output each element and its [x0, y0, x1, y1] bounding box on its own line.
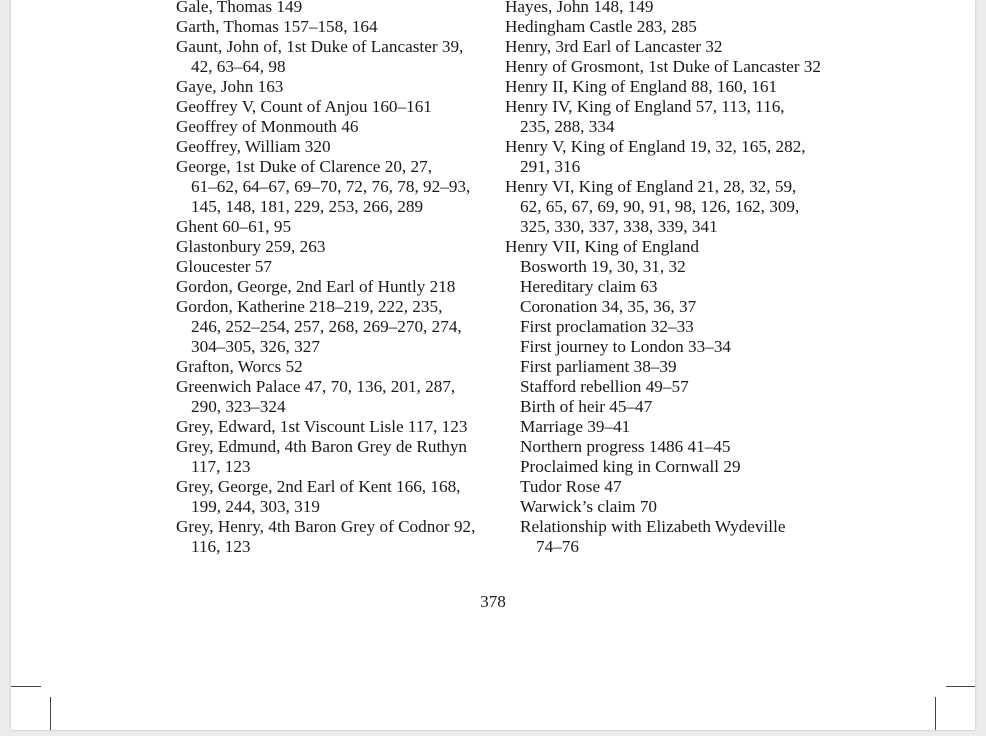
index-column-right: [505, 0, 835, 557]
index-subentry: [505, 497, 835, 517]
index-entry: [176, 517, 496, 557]
index-entry-line: Bosworth 19, 30, 31, 32: [520, 257, 686, 276]
index-entry-continuation: 74–76: [536, 537, 579, 556]
index-entry: [176, 477, 496, 517]
index-entry-line: Henry, 3rd Earl of Lancaster 32: [505, 37, 723, 56]
index-entry-line: Coronation 34, 35, 36, 37: [520, 297, 697, 316]
index-entry: [505, 177, 835, 237]
index-entry-continuation: 62, 65, 67, 69, 90, 91, 98, 126, 162, 309,: [520, 197, 800, 216]
index-entry-line: Grey, Edmund, 4th Baron Grey de Ruthyn: [176, 437, 468, 456]
index-entry: [176, 117, 496, 137]
index-entry-line: Geoffrey of Monmouth 46: [176, 117, 359, 136]
index-entry: [176, 17, 496, 37]
index-entry-line: Henry of Grosmont, 1st Duke of Lancaster 32: [505, 57, 821, 76]
index-entry-line: Gloucester 57: [176, 257, 272, 276]
index-entry-line: Tudor Rose 47: [520, 477, 622, 496]
index-entry: [176, 297, 496, 357]
index-entry: [505, 0, 835, 17]
index-entry-line: Henry II, King of England 88, 160, 161: [505, 77, 778, 96]
index-entry: [176, 37, 496, 77]
index-entry-continuation: 304–305, 326, 327: [191, 337, 320, 356]
index-entry: [505, 237, 835, 257]
index-entry: [176, 77, 496, 97]
index-entry-line: Grafton, Worcs 52: [176, 357, 303, 376]
index-subentry: [505, 477, 835, 497]
index-entry-continuation: 199, 244, 303, 319: [191, 497, 320, 516]
index-entry-line: Glastonbury 259, 263: [176, 237, 326, 256]
index-subentry: [505, 297, 835, 317]
index-entry: [505, 97, 835, 137]
index-subentry: [505, 377, 835, 397]
index-entry-line: Marriage 39–41: [520, 417, 631, 436]
index-entry-line: Henry IV, King of England 57, 113, 116,: [505, 97, 785, 116]
index-entry-line: Stafford rebellion 49–57: [520, 377, 689, 396]
index-entry: [505, 57, 835, 77]
index-entry: [176, 0, 496, 17]
index-subentry: [505, 317, 835, 337]
index-entry: [505, 137, 835, 177]
index-entry-line: Hayes, John 148, 149: [505, 0, 654, 16]
index-entry: [176, 137, 496, 157]
index-entry: [176, 417, 496, 437]
index-column-left: [176, 0, 496, 557]
crop-mark-bottom-left-v: [50, 697, 51, 730]
index-entry-continuation: 290, 323–324: [191, 397, 286, 416]
index-entry: [176, 157, 496, 217]
index-entry: [176, 257, 496, 277]
index-entry: [505, 17, 835, 37]
index-subentry: [505, 437, 835, 457]
index-entry-line: Gordon, Katherine 218–219, 222, 235,: [176, 297, 443, 316]
index-entry-continuation: 61–62, 64–67, 69–70, 72, 76, 78, 92–93,: [191, 177, 471, 196]
index-entry-line: First journey to London 33–34: [520, 337, 732, 356]
index-subentry: [505, 517, 835, 557]
index-entry-line: Garth, Thomas 157–158, 164: [176, 17, 378, 36]
index-entry-continuation: 42, 63–64, 98: [191, 57, 286, 76]
index-entry-line: Gordon, George, 2nd Earl of Huntly 218: [176, 277, 456, 296]
index-subentry: [505, 357, 835, 377]
index-entry: [176, 437, 496, 477]
index-subentry: [505, 417, 835, 437]
index-entry-line: Henry VI, King of England 21, 28, 32, 59,: [505, 177, 797, 196]
index-entry-line: Northern progress 1486 41–45: [520, 437, 731, 456]
crop-mark-bottom-left-h: [11, 686, 41, 687]
index-entry-line: Henry V, King of England 19, 32, 165, 282,: [505, 137, 806, 156]
index-subentry: [505, 257, 835, 277]
index-entry: [176, 97, 496, 117]
index-entry-line: Gale, Thomas 149: [176, 0, 303, 16]
page-number: 378: [480, 592, 506, 611]
index-entry-line: George, 1st Duke of Clarence 20, 27,: [176, 157, 432, 176]
index-entry-line: Hedingham Castle 283, 285: [505, 17, 697, 36]
index-entry-line: Grey, George, 2nd Earl of Kent 166, 168,: [176, 477, 461, 496]
index-entry: [176, 217, 496, 237]
index-entry: [176, 237, 496, 257]
index-entry: [505, 77, 835, 97]
index-subentry: [505, 397, 835, 417]
index-entry-line: Ghent 60–61, 95: [176, 217, 292, 236]
index-entry-continuation: 145, 148, 181, 229, 253, 266, 289: [191, 197, 424, 216]
index-entry-continuation: 235, 288, 334: [520, 117, 615, 136]
index-subentry: [505, 457, 835, 477]
index-entry-line: Birth of heir 45–47: [520, 397, 653, 416]
index-entry-line: Gaye, John 163: [176, 77, 284, 96]
index-subentry: [505, 277, 835, 297]
index-entry-line: Relationship with Elizabeth Wydeville: [520, 517, 786, 536]
index-entry-line: Greenwich Palace 47, 70, 136, 201, 287,: [176, 377, 456, 396]
index-entry: [176, 357, 496, 377]
index-subentry: [505, 337, 835, 357]
index-entry: [176, 377, 496, 417]
index-entry-line: Gaunt, John of, 1st Duke of Lancaster 39,: [176, 37, 464, 56]
index-entry-line: Grey, Henry, 4th Baron Grey of Codnor 92,: [176, 517, 476, 536]
index-entry-continuation: 246, 252–254, 257, 268, 269–270, 274,: [191, 317, 462, 336]
index-entry-line: Geoffrey, William 320: [176, 137, 331, 156]
index-entry-line: Hereditary claim 63: [520, 277, 658, 296]
index-entry-line: Warwick’s claim 70: [520, 497, 658, 516]
crop-mark-bottom-right-v: [935, 697, 936, 730]
index-entry-line: First parliament 38–39: [520, 357, 677, 376]
index-entry-line: Henry VII, King of England: [505, 237, 699, 256]
index-entry-line: First proclamation 32–33: [520, 317, 694, 336]
index-entry: [505, 37, 835, 57]
index-entry-continuation: 117, 123: [191, 457, 251, 476]
index-entry-line: Grey, Edward, 1st Viscount Lisle 117, 123: [176, 417, 468, 436]
index-entry-line: Geoffrey V, Count of Anjou 160–161: [176, 97, 432, 116]
index-entry: [176, 277, 496, 297]
index-entry-continuation: 291, 316: [520, 157, 581, 176]
index-entry-continuation: 325, 330, 337, 338, 339, 341: [520, 217, 718, 236]
crop-mark-bottom-right-h: [946, 686, 975, 687]
index-entry-line: Proclaimed king in Cornwall 29: [520, 457, 741, 476]
index-entry-continuation: 116, 123: [191, 537, 251, 556]
